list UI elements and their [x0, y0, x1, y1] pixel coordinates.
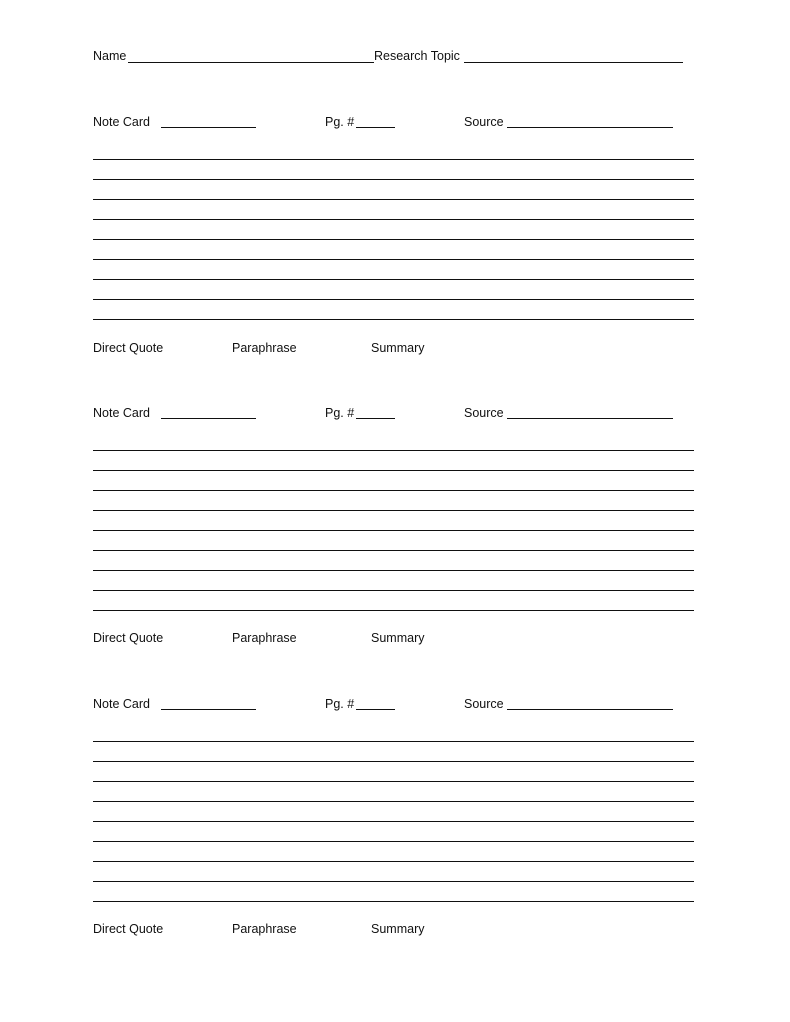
note-card-label: Note Card — [93, 115, 150, 129]
writing-line[interactable] — [93, 319, 694, 320]
note-card-label: Note Card — [93, 406, 150, 420]
paraphrase-label: Paraphrase — [232, 631, 297, 645]
writing-line[interactable] — [93, 741, 694, 742]
writing-line[interactable] — [93, 841, 694, 842]
writing-line[interactable] — [93, 179, 694, 180]
direct-quote-label: Direct Quote — [93, 631, 164, 645]
writing-line[interactable] — [93, 881, 694, 882]
name-blank[interactable] — [128, 62, 374, 63]
source-blank[interactable] — [507, 418, 673, 419]
writing-line[interactable] — [93, 239, 694, 240]
source-label: Source — [464, 115, 504, 129]
page-number-label: Pg. # — [325, 406, 355, 420]
summary-label: Summary — [371, 631, 425, 645]
source-label: Source — [464, 406, 504, 420]
writing-line[interactable] — [93, 781, 694, 782]
page-number-blank[interactable] — [356, 709, 395, 710]
page-number-label: Pg. # — [325, 697, 355, 711]
writing-line[interactable] — [93, 490, 694, 491]
writing-line[interactable] — [93, 259, 694, 260]
source-blank[interactable] — [507, 127, 673, 128]
writing-line[interactable] — [93, 530, 694, 531]
writing-line[interactable] — [93, 199, 694, 200]
writing-line[interactable] — [93, 470, 694, 471]
note-card-number-blank[interactable] — [161, 418, 256, 419]
writing-line[interactable] — [93, 861, 694, 862]
paraphrase-label: Paraphrase — [232, 341, 297, 355]
writing-line[interactable] — [93, 761, 694, 762]
writing-line[interactable] — [93, 610, 694, 611]
writing-line[interactable] — [93, 550, 694, 551]
note-card-number-blank[interactable] — [161, 709, 256, 710]
note-card-number-blank[interactable] — [161, 127, 256, 128]
page-number-label: Pg. # — [325, 115, 355, 129]
research-topic-blank[interactable] — [464, 62, 683, 63]
summary-label: Summary — [371, 341, 425, 355]
name-label: Name — [93, 49, 127, 63]
writing-line[interactable] — [93, 570, 694, 571]
writing-line[interactable] — [93, 279, 694, 280]
writing-line[interactable] — [93, 801, 694, 802]
writing-line[interactable] — [93, 510, 694, 511]
source-label: Source — [464, 697, 504, 711]
writing-line[interactable] — [93, 450, 694, 451]
page-number-blank[interactable] — [356, 127, 395, 128]
research-topic-label: Research Topic — [374, 49, 460, 63]
writing-line[interactable] — [93, 901, 694, 902]
summary-label: Summary — [371, 922, 425, 936]
writing-line[interactable] — [93, 821, 694, 822]
paraphrase-label: Paraphrase — [232, 922, 297, 936]
writing-line[interactable] — [93, 299, 694, 300]
direct-quote-label: Direct Quote — [93, 341, 164, 355]
writing-line[interactable] — [93, 590, 694, 591]
direct-quote-label: Direct Quote — [93, 922, 164, 936]
writing-line[interactable] — [93, 159, 694, 160]
page-number-blank[interactable] — [356, 418, 395, 419]
note-card-label: Note Card — [93, 697, 150, 711]
writing-line[interactable] — [93, 219, 694, 220]
source-blank[interactable] — [507, 709, 673, 710]
